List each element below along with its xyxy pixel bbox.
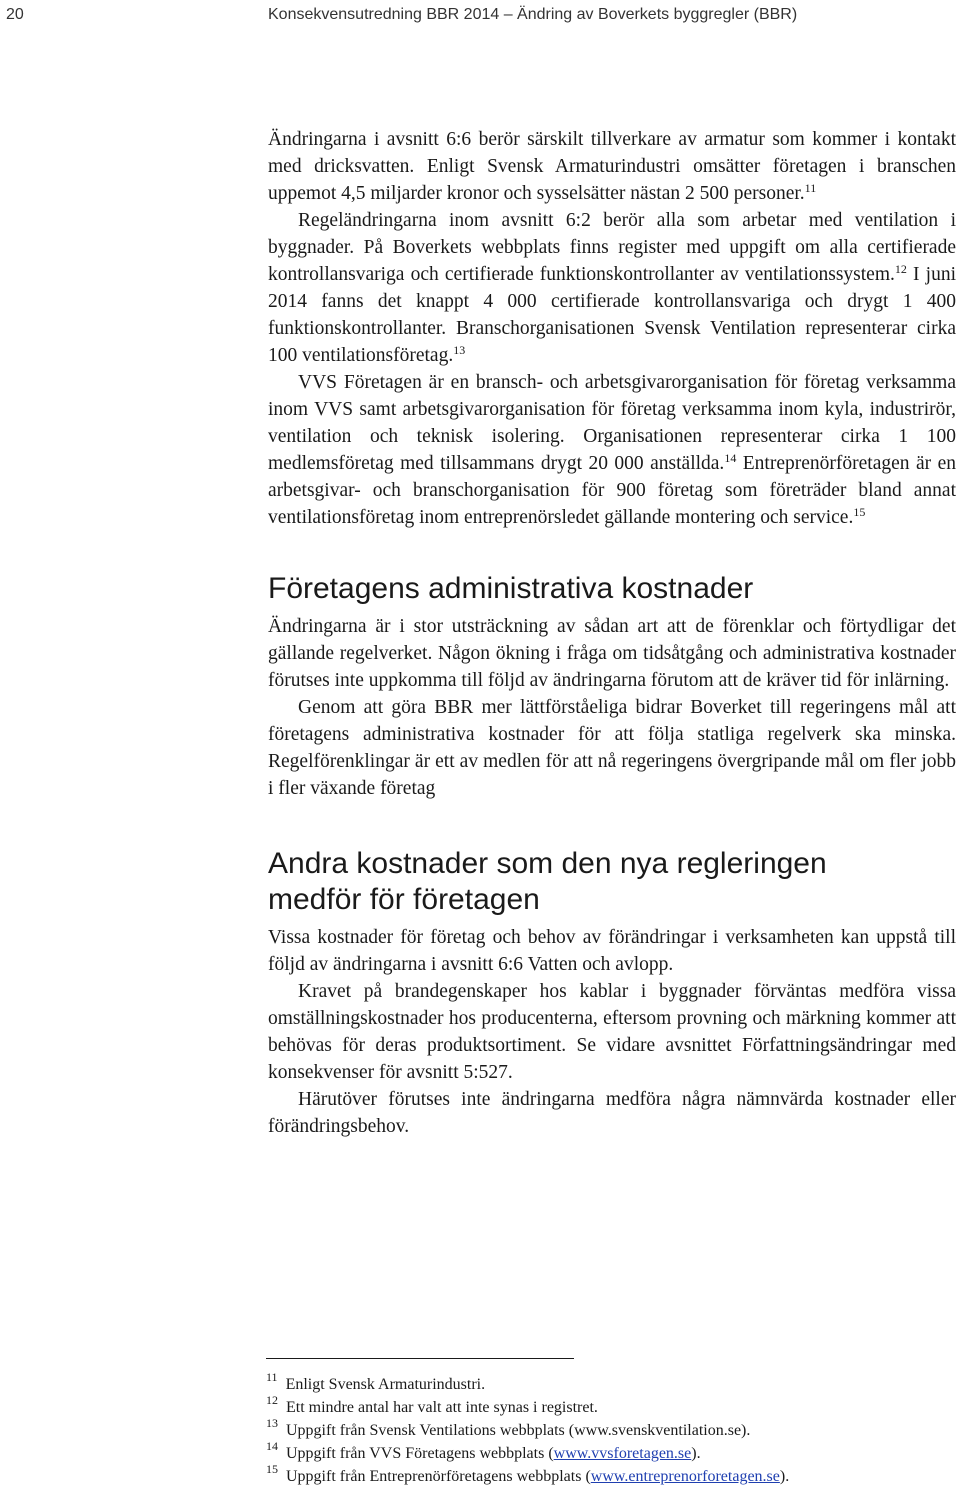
- footnote-item: [266, 1370, 956, 1396]
- section-heading-admin-costs: Företagens administrativa kostnader: [268, 572, 754, 605]
- footnote-text-end: ).: [779, 1468, 790, 1485]
- intro-paragraph-3: [268, 369, 956, 531]
- footnote-text: Uppgift från VVS Företagens webbplats (: [286, 1445, 554, 1462]
- page-number: 20: [6, 6, 24, 23]
- footnote-item: [266, 1416, 956, 1442]
- footnote-item: [266, 1393, 956, 1419]
- footnote-number: 11: [266, 1370, 278, 1384]
- footnote-number: 14: [266, 1439, 278, 1453]
- footnote-ref-12: 12: [894, 262, 907, 276]
- intro-text-2b: I juni 2014 fanns det knappt 4 000 certifierade kontrollansvariga och drygt 1 400 funktionskontrollanter. Branschorganisationen Svensk Ventilation representerar cirka 100 ventilationsföretag.: [268, 264, 956, 366]
- footnote-item: [266, 1439, 956, 1465]
- section-heading-other-costs: Andra kostnader som den nya regleringen medför för företagen: [268, 847, 827, 916]
- footnote-text: Enligt Svensk Armaturindustri.: [285, 1376, 486, 1393]
- footnote-divider: [266, 1358, 574, 1359]
- intro-text-3b: Entreprenörföretagen är en arbetsgivar- och branschorganisation för 900 företag som företräder bland annat ventilationsföretag inom entreprenörsledet gällande montering och service.: [268, 453, 956, 528]
- footnote-text-end: ).: [691, 1445, 701, 1462]
- main-content: [268, 126, 956, 1140]
- footnote-link-vvsforetagen[interactable]: www.vvsforetagen.se: [553, 1445, 692, 1462]
- admin-paragraph-2: Genom att göra BBR mer lättförståeliga bidrar Boverket till regeringens mål att företagens administrativa kostnader för att följa statliga regelverk ska minska. Regelförenklingar är ett av medlen för att nå regeringens övergripande mål om fler jobb i fler växande företag: [268, 697, 956, 799]
- footnote-link-entreprenorforetagen[interactable]: www.entreprenorforetagen.se: [590, 1468, 780, 1485]
- running-title: Konsekvensutredning BBR 2014 – Ändring av Boverkets byggregler (BBR): [268, 6, 798, 23]
- footnote-ref-13: 13: [453, 343, 466, 357]
- intro-paragraph-2: [268, 207, 956, 369]
- footnote-number: 12: [266, 1393, 278, 1407]
- other-costs-paragraph-3: Härutöver förutses inte ändringarna medföra några nämnvärda kostnader eller förändringsbehov.: [268, 1089, 956, 1137]
- footnote-text: Uppgift från Entreprenörföretagens webbplats (: [286, 1468, 591, 1485]
- footnote-text: Uppgift från Svensk Ventilations webbplats (www.svenskventilation.se).: [286, 1422, 751, 1439]
- admin-paragraph-1: Ändringarna är i stor utsträckning av sådan art att de förenklar och förtydligar det gällande regelverket. Någon ökning i fråga om tidsåtgång och administrativa kostnader förutses inte uppkomma till följd av ändringarna förutom att de kräver tid för inlärning.: [268, 616, 956, 691]
- footnotes: [266, 1358, 956, 1488]
- intro-text-2a: Regeländringarna inom avsnitt 6:2 berör alla som arbetar med ventilation i byggnader. På Boverkets webbplats finns register med uppgift om alla certifierade kontrollansvariga och certifierade funktionskontrollanter av ventilationssystem.: [268, 210, 956, 285]
- footnote-text: Ett mindre antal har valt att inte synas i registret.: [286, 1399, 598, 1416]
- intro-paragraph-1: [268, 126, 956, 207]
- intro-text-1: Ändringarna i avsnitt 6:6 berör särskilt tillverkare av armatur som kommer i kontakt med dricksvatten. Enligt Svensk Armaturindustri omsätter företagen i branschen uppemot 4,5 miljarder kronor och sysselsätter nästan 2 500 personer.: [268, 129, 956, 204]
- other-costs-paragraph-1: Vissa kostnader för företag och behov av förändringar i verksamheten kan uppstå till följd av ändringarna i avsnitt 6:6 Vatten och avlopp.: [268, 927, 956, 975]
- footnote-ref-11: 11: [804, 181, 817, 195]
- footnote-number: 15: [266, 1462, 278, 1476]
- footnote-number: 13: [266, 1416, 278, 1430]
- footnote-item: [266, 1462, 956, 1488]
- intro-text-3a: VVS Företagen är en bransch- och arbetsgivarorganisation för företag verksamma inom VVS samt arbetsgivarorganisation för företag verksamma inom kyla, industrirör, ventilation och teknisk isolering. Organisationen representerar cirka 1 100 medlemsföretag med tillsammans drygt 20 000 anställda.: [268, 372, 956, 474]
- page-header: [0, 6, 960, 30]
- footnote-ref-14: 14: [724, 451, 737, 465]
- other-costs-paragraph-2: Kravet på brandegenskaper hos kablar i byggnader förväntas medföra vissa omställningskostnader hos producenterna, eftersom provning och märkning kommer att behövas för deras produktsortiment. Se vidare avsnittet Författningsändringar med konsekvenser för avsnitt 5:527.: [268, 981, 956, 1083]
- footnote-ref-15: 15: [853, 505, 866, 519]
